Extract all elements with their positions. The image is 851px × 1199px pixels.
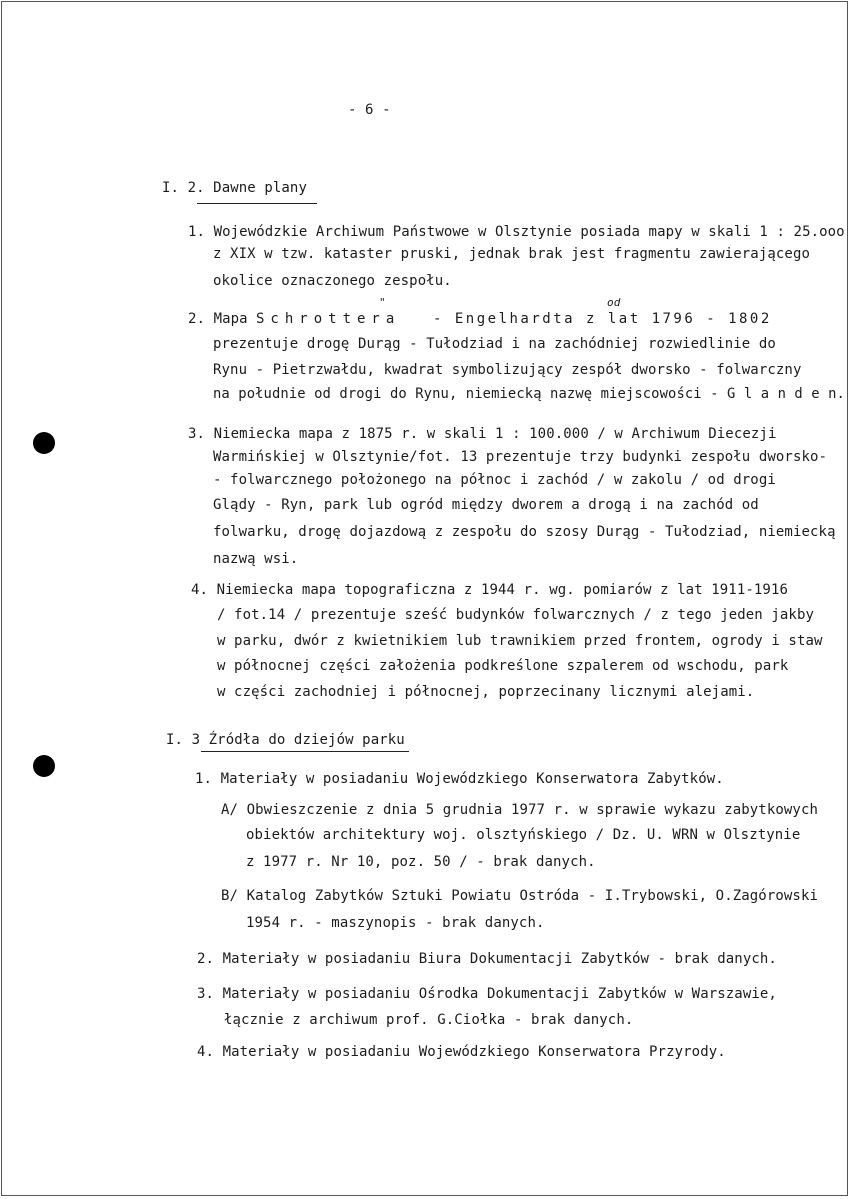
- text-line: - folwarcznego położonego na północ i zachód / w zakolu / od drogi: [213, 472, 776, 488]
- text-line: prezentuje drogę Durąg - Tułodziad i na zachódniej rozwiedlinie do: [213, 336, 776, 352]
- text-line: 3. Materiały w posiadaniu Ośrodka Dokumentacji Zabytków w Warszawie,: [197, 986, 777, 1002]
- page-number: - 6 -: [348, 102, 391, 118]
- punch-hole: [33, 432, 55, 454]
- text-line: Glądy - Ryn, park lub ogród między dworem a drogą i na zachód od: [213, 497, 759, 513]
- text-line: z 1977 r. Nr 10, poz. 50 / - brak danych.: [246, 854, 596, 870]
- heading-underline: [197, 203, 317, 204]
- text-line: nazwą wsi.: [213, 551, 299, 567]
- handwritten-correction: od: [607, 296, 621, 309]
- text-line: łącznie z archiwum prof. G.Ciołka - brak danych.: [224, 1012, 634, 1028]
- text-line: B/ Katalog Zabytków Sztuki Powiatu Ostróda - I.Trybowski, O.Zagórowski: [221, 888, 819, 904]
- handwritten-umlaut: ": [379, 296, 386, 309]
- source-item: 1. Materiały w posiadaniu Wojewódzkiego Konserwatora Zabytków.: [195, 771, 724, 787]
- punch-hole: [33, 755, 55, 777]
- text-line: z XIX w tzw. kataster pruski, jednak brak jest fragmentu zawierającego: [213, 246, 811, 262]
- text-line: obiektów architektury woj. olsztyńskiego / Dz. U. WRN w Olsztynie: [246, 827, 801, 843]
- text-line: Warmińskiej w Olsztynie/fot. 13 prezentuje trzy budynki zespołu dworsko-: [213, 449, 828, 465]
- text-line: w części zachodniej i północnej, poprzecinany licznymi alejami.: [217, 684, 755, 700]
- text-line: Rynu - Pietrzwałdu, kwadrat symbolizujący zespół dworsko - folwarczny: [213, 362, 802, 378]
- text-line: 1954 r. - maszynopis - brak danych.: [246, 915, 545, 931]
- text-line: folwarku, drogę dojazdową z zespołu do szosy Durąg - Tułodziad, niemiecką: [213, 524, 836, 540]
- text-line: 4. Niemiecka mapa topograficzna z 1944 r. wg. pomiarów z lat 1911-1916: [191, 582, 789, 598]
- text-line: 3. Niemiecka mapa z 1875 r. w skali 1 : 100.000 / w Archiwum Diecezji: [188, 426, 777, 442]
- text-line: 1. Wojewódzkie Archiwum Państwowe w Olsztynie posiada mapy w skali 1 : 25.ooo: [188, 224, 845, 240]
- source-item: 4. Materiały w posiadaniu Wojewódzkiego Konserwatora Przyrody.: [197, 1044, 726, 1060]
- section-heading-dawne-plany: I. 2. Dawne plany: [162, 180, 307, 196]
- text-line: okolice oznaczonego zespołu.: [213, 273, 452, 289]
- text-line: na południe od drogi do Rynu, niemiecką nazwę miejscowości - G l a n d e n.: [213, 386, 845, 402]
- section-heading-zrodla: I. 3 Źródła do dziejów parku: [166, 732, 405, 748]
- text-line: 2. Mapa: [188, 311, 248, 327]
- text-line: A/ Obwieszczenie z dnia 5 grudnia 1977 r. w sprawie wykazu zabytkowych: [221, 802, 819, 818]
- source-item: 2. Materiały w posiadaniu Biura Dokumentacji Zabytków - brak danych.: [197, 951, 777, 967]
- text-line: w północnej części założenia podkreślone szpalerem od wschodu, park: [217, 658, 789, 674]
- text-line: - Engelhardta z lat 1796 - 1802: [433, 311, 772, 327]
- heading-underline: [201, 751, 409, 752]
- text-line-spaced-name: Schrottera: [256, 311, 401, 327]
- text-line: w parku, dwór z kwietnikiem lub trawnikiem przed frontem, ogrody i staw: [217, 633, 823, 649]
- text-line: / fot.14 / prezentuje sześć budynków folwarcznych / z tego jeden jakby: [217, 607, 815, 623]
